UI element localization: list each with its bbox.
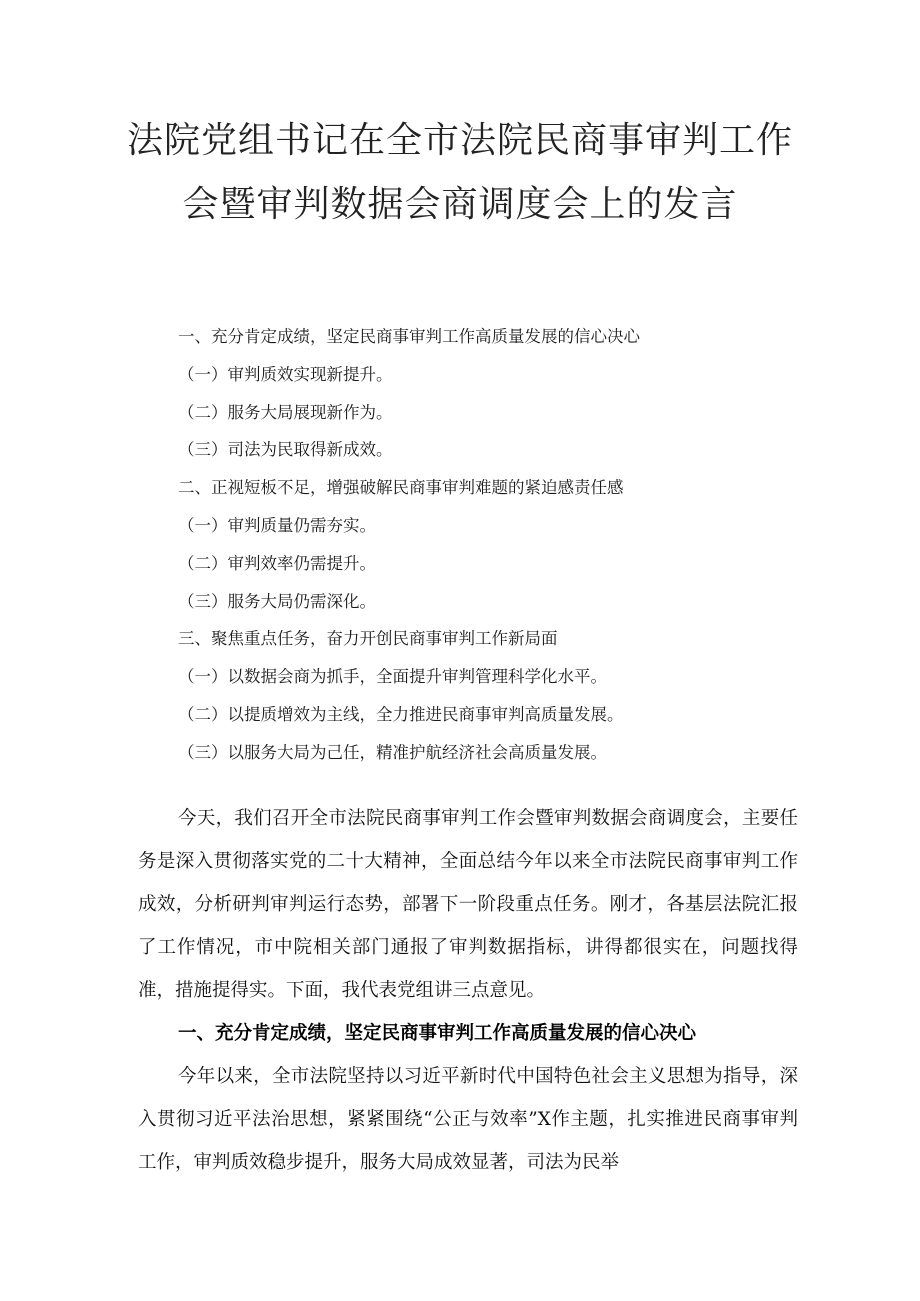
section1-paragraph-block — [138, 1055, 798, 1184]
document-title-line-1: 法院党组书记在全市法院民商事审判工作 — [126, 120, 793, 161]
outline-item: （三）以服务大局为己任，精准护航经济社会高质量发展。 — [178, 742, 607, 762]
outline-item: 一、充分肯定成绩，坚定民商事审判工作高质量发展的信心决心 — [178, 327, 640, 346]
outline-item: （二）以提质增效为主线，全力推进民商事审判高质量发展。 — [178, 704, 624, 724]
outline-item: （一）审判质效实现新提升。 — [178, 364, 393, 384]
intro-paragraph-block — [138, 797, 798, 1012]
section1-paragraph: 今年以来，全市法院坚持以习近平新时代中国特色社会主义思想为指导，深入贯彻习近平法治思想，紧紧围绕“公正与效率”X作主题，扎实推进民商事审判工作，审判质效稳步提升，服务大局成效显著，司法为民举 — [138, 1066, 798, 1173]
outline-item: （二）审判效率仍需提升。 — [178, 553, 376, 573]
section-heading-1: 一、充分肯定成绩，坚定民商事审判工作高质量发展的信心决心 — [178, 1023, 697, 1044]
outline-item: （一）审判质量仍需夯实。 — [178, 515, 376, 535]
outline-item: （三）服务大局仍需深化。 — [178, 591, 376, 611]
outline-item: （一）以数据会商为抓手，全面提升审判管理科学化水平。 — [178, 667, 607, 687]
document-title-line-2: 会暨审判数据会商调度会上的发言 — [182, 184, 738, 225]
outline-item: （三）司法为民取得新成效。 — [178, 440, 393, 460]
intro-paragraph: 今天，我们召开全市法院民商事审判工作会暨审判数据会商调度会，主要任务是深入贯彻落实党的二十大精神，全面总结今年以来全市法院民商事审判工作成效，分析研判审判运行态势，部署下一阶段重点任务。刚才，各基层法院汇报了工作情况，市中院相关部门通报了审判数据指标，讲得都很实在，问题找得准，措施提得实。下面，我代表党组讲三点意见。 — [138, 808, 798, 1001]
outline-item: 三、聚焦重点任务，奋力开创民商事审判工作新局面 — [178, 629, 558, 649]
outline-item: （二）服务大局展现新作为。 — [178, 402, 393, 422]
outline-item: 二、正视短板不足，增强破解民商事审判难题的紧迫感责任感 — [178, 478, 624, 498]
outline-list — [178, 318, 798, 772]
